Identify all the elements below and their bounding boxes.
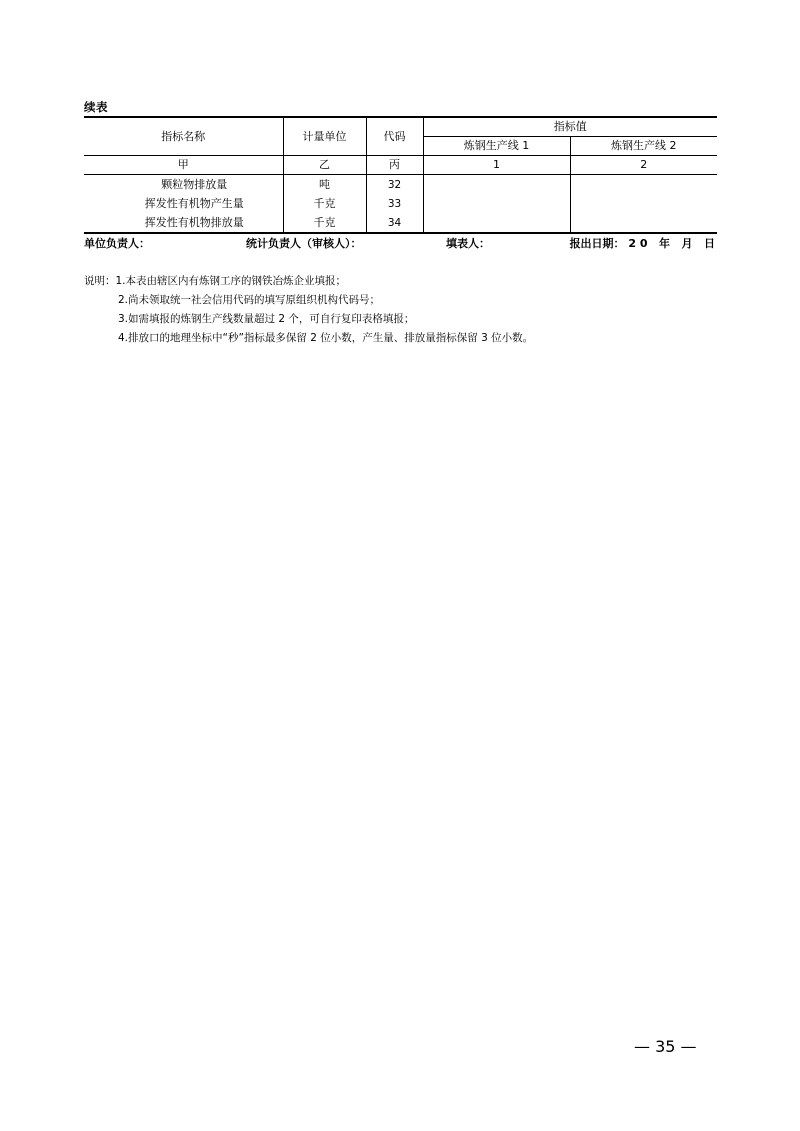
note-item: 3.如需填报的炼钢生产线数量超过 2 个，可自行复印表格填报； (118, 313, 415, 325)
note-item: 2.尚未领取统一社会信用代码的填写原组织机构代码号； (118, 294, 381, 306)
stats-head-label: 统计负责人（审核人）： (246, 237, 362, 250)
row-line-2-value[interactable] (570, 213, 717, 233)
row-indicator-name: 挥发性有机物排放量 (84, 213, 283, 233)
header-indicator-name: 指标名称 (84, 117, 283, 156)
row-indicator-name: 颗粒物排放量 (84, 175, 283, 195)
row-line-2-value[interactable] (570, 194, 717, 213)
row-indicator-name: 挥发性有机物产生量 (84, 194, 283, 213)
row-line-2-value[interactable] (570, 175, 717, 195)
row-code: 34 (366, 213, 423, 233)
report-date-label: 报出日期： 2 0 年 月 日 (569, 237, 715, 250)
code-row-unit: 乙 (283, 156, 366, 175)
signature-row (84, 235, 717, 251)
unit-head-label: 单位负责人： (84, 237, 150, 250)
header-indicator-value: 指标值 (423, 117, 717, 137)
row-unit: 吨 (283, 175, 366, 195)
row-line-1-value[interactable] (423, 175, 570, 195)
table-row (84, 194, 717, 213)
row-code: 33 (366, 194, 423, 213)
row-unit: 千克 (283, 194, 366, 213)
header-line-2: 炼钢生产线 2 (570, 137, 717, 156)
code-row-code: 丙 (366, 156, 423, 175)
row-unit: 千克 (283, 213, 366, 233)
header-code: 代码 (366, 117, 423, 156)
code-row-line-2: 2 (570, 156, 717, 175)
note-item: 4.排放口的地理坐标中“秒”指标最多保留 2 位小数，产生量、排放量指标保留 3 位小数。 (118, 332, 534, 344)
table-row (84, 213, 717, 233)
indicator-table (84, 116, 717, 234)
continued-table-heading: 续表 (84, 100, 108, 114)
page-number: — 35 — (634, 1037, 697, 1056)
header-line-1: 炼钢生产线 1 (423, 137, 570, 156)
header-unit: 计量单位 (283, 117, 366, 156)
filler-label: 填表人： (446, 237, 490, 250)
row-line-1-value[interactable] (423, 194, 570, 213)
row-code: 32 (366, 175, 423, 195)
code-row-line-1: 1 (423, 156, 570, 175)
note-item: 说明：1.本表由辖区内有炼钢工序的钢铁冶炼企业填报； (84, 275, 347, 287)
code-row-name: 甲 (84, 156, 283, 175)
row-line-1-value[interactable] (423, 213, 570, 233)
notes-section (84, 272, 533, 348)
table-row (84, 175, 717, 195)
